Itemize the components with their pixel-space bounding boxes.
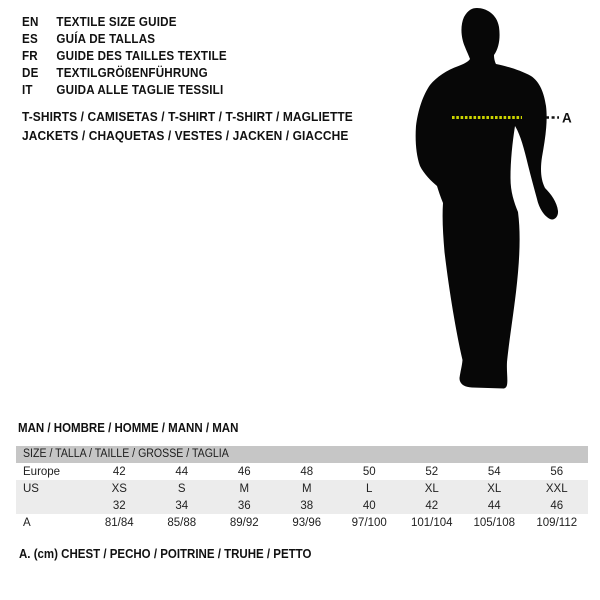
- language-row-en: [22, 13, 227, 30]
- size-table-header: [16, 446, 588, 463]
- size-cell: 46: [550, 499, 564, 512]
- size-cell: 109/112: [536, 516, 578, 529]
- size-cell: 32: [112, 499, 126, 512]
- language-label: GUIDA ALLE TAGLIE TESSILI: [56, 82, 224, 97]
- size-cell: XL: [487, 482, 502, 495]
- size-cell: L: [366, 482, 373, 495]
- garment-categories: [22, 108, 382, 145]
- section-title-text: MAN / HOMBRE / HOMME / MANN / MAN: [18, 421, 239, 435]
- language-list: [22, 13, 242, 98]
- size-cell: 46: [237, 465, 251, 478]
- size-cell: XL: [424, 482, 439, 495]
- category-line-tshirts: [22, 108, 382, 127]
- row-label: A: [23, 516, 31, 529]
- section-title-man: [18, 421, 258, 435]
- size-cell: 81/84: [104, 516, 134, 529]
- man-silhouette: [416, 8, 558, 389]
- language-label: TEXTILE SIZE GUIDE: [56, 14, 177, 29]
- measurement-figure: [395, 0, 600, 410]
- size-cell: 54: [487, 465, 501, 478]
- size-cell: 101/104: [410, 516, 453, 529]
- language-row-de: [22, 64, 227, 81]
- table-row-us-numbers: [16, 497, 588, 514]
- size-cell: 42: [112, 465, 126, 478]
- size-cell: M: [301, 482, 312, 495]
- language-row-es: [22, 30, 227, 47]
- language-code: EN: [22, 14, 39, 29]
- size-cell: M: [239, 482, 250, 495]
- size-cell: 97/100: [351, 516, 387, 529]
- footnote-text: A. (cm) CHEST / PECHO / POITRINE / TRUHE / PETTO: [19, 547, 312, 561]
- language-code: IT: [22, 82, 33, 97]
- size-cell: 36: [237, 499, 251, 512]
- category-line-tshirts-text: T-SHIRTS / CAMISETAS / T-SHIRT / T-SHIRT / MAGLIETTE: [22, 109, 353, 124]
- footnote-chest-legend: [19, 547, 337, 561]
- size-cell: 89/92: [229, 516, 259, 529]
- size-cell: 93/96: [292, 516, 322, 529]
- size-cell: XS: [111, 482, 127, 495]
- size-cell: 42: [425, 499, 439, 512]
- size-cell: 105/108: [473, 516, 516, 529]
- language-label: TEXTILGRÖßENFÜHRUNG: [56, 65, 208, 80]
- row-label: US: [23, 482, 39, 495]
- size-cell: 40: [362, 499, 376, 512]
- size-table-header-text: SIZE / TALLA / TAILLE / GRÖSSE / TAGLIA: [23, 448, 229, 460]
- table-row-europe: [16, 463, 588, 480]
- size-cell: 44: [487, 499, 501, 512]
- row-label: Europe: [23, 465, 61, 478]
- size-cell: 44: [175, 465, 189, 478]
- language-code: DE: [22, 65, 39, 80]
- size-cell: 56: [550, 465, 564, 478]
- language-code: ES: [22, 31, 38, 46]
- size-cell: S: [177, 482, 186, 495]
- category-line-jackets: [22, 127, 382, 146]
- language-label: GUIDE DES TAILLES TEXTILE: [56, 48, 227, 63]
- language-row-fr: [22, 47, 227, 64]
- size-cell: 85/88: [167, 516, 197, 529]
- category-line-jackets-text: JACKETS / CHAQUETAS / VESTES / JACKEN / GIACCHE: [22, 127, 349, 143]
- size-cell: 50: [362, 465, 376, 478]
- size-cell: XXL: [545, 482, 568, 495]
- measure-label-a: A: [562, 110, 572, 126]
- size-cell: 34: [175, 499, 189, 512]
- size-cell: 52: [425, 465, 439, 478]
- language-label: GUÍA DE TALLAS: [56, 31, 156, 46]
- language-row-it: [22, 81, 227, 98]
- size-cell: 48: [300, 465, 314, 478]
- size-cell: 38: [300, 499, 314, 512]
- size-table: [16, 446, 588, 531]
- language-code: FR: [22, 48, 38, 63]
- table-row-chest-a: [16, 514, 588, 531]
- man-silhouette-svg: [395, 0, 600, 410]
- table-row-us-letters: [16, 480, 588, 497]
